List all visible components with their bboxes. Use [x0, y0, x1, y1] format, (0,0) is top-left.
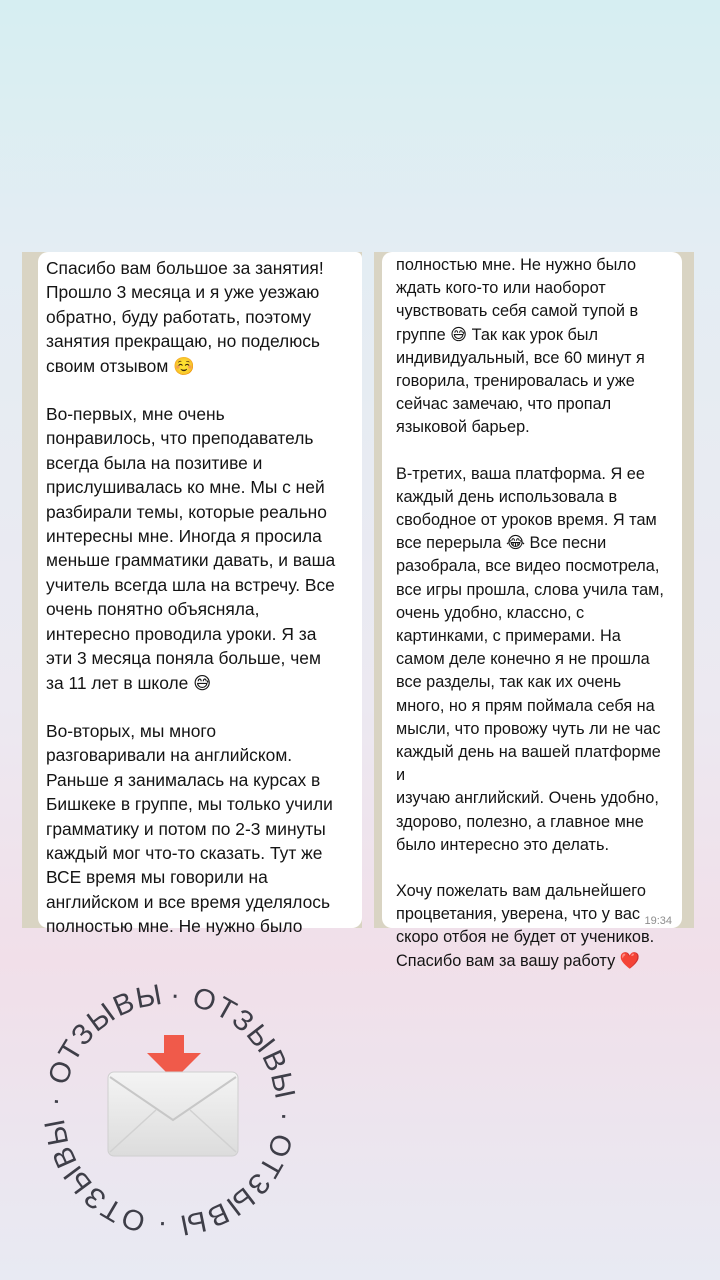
- review-paragraph: Во-вторых, мы много разговаривали на английском. Раньше я занималась на курсах в Бишкеке в группе, мы только учили грамматику и потом по 2-3 минуты каждый мог что-то сказать. Тут же ВСЕ время мы говорили на английском и все время уделялось полностью мне. Не нужно было: [46, 720, 333, 937]
- review-paragraph: Во-первых, мне очень понравилось, что преподаватель всегда была на позитиве и прислушивалась ко мне. Мы с ней разбирали темы, которые реально интересны мне. Иногда я просила меньше грамматики давать, и ваша учитель всегда шла на встречу. Все очень понятно объясняла, интересно проводила уроки. Я за эти 3 месяца поняла больше, чем за 11 лет в школе 😅: [46, 404, 336, 693]
- message-bubble-left: [38, 252, 362, 937]
- message-bubble-right: [382, 252, 682, 970]
- chat-screenshot-left: [22, 252, 362, 937]
- review-paragraph: В-третих, ваша платформа. Я ее каждый день использовала в свободное от уроков время. Я там все перерыла 😂 Все песни разобрала, все видео посмотрела, все игры прошла, слова учила там, очень удобно, классно, с картинками, с примерами. На самом деле конечно я не прошла все разделы, так как их очень много, но я прям поймала себя на мысли, что провожу чуть ли не час каждый день на вашей платформе и изучаю английский. Очень удобно, здорово, полезно, а главное мне было интересно это делать.: [396, 464, 664, 854]
- stamp-ring-text: · ОТЗЫВЫ · ОТЗЫВЫ · ОТЗЫВЫ · ОТЗЫВЫ: [38, 978, 302, 1242]
- review-text-right: [382, 254, 682, 973]
- review-paragraph: Спасибо вам большое за занятия! Прошло 3 месяца и я уже уезжаю обратно, буду работать, поэтому занятия прекращаю, но поделюсь своим отзывом ☺️: [46, 258, 324, 376]
- message-timestamp: 19:34: [644, 915, 672, 927]
- review-paragraph: Хочу пожелать вам дальнейшего процветания, уверена, что у вас скоро отбоя не будет от учеников. Спасибо вам за вашу работу ❤️: [396, 882, 655, 970]
- chat-screenshot-right: [374, 252, 694, 970]
- review-paragraph: полностью мне. Не нужно было ждать кого-то или наоборот чувствовать себя самой тупой в группе 😅 Так как урок был индивидуальный, все 60 минут я говорила, тренировалась и уже сейчас замечаю, что пропал языковой барьер.: [396, 256, 645, 437]
- reviews-stamp: [20, 960, 320, 1260]
- review-text-left: [38, 256, 362, 939]
- envelope-with-down-arrow-icon: [108, 1035, 238, 1156]
